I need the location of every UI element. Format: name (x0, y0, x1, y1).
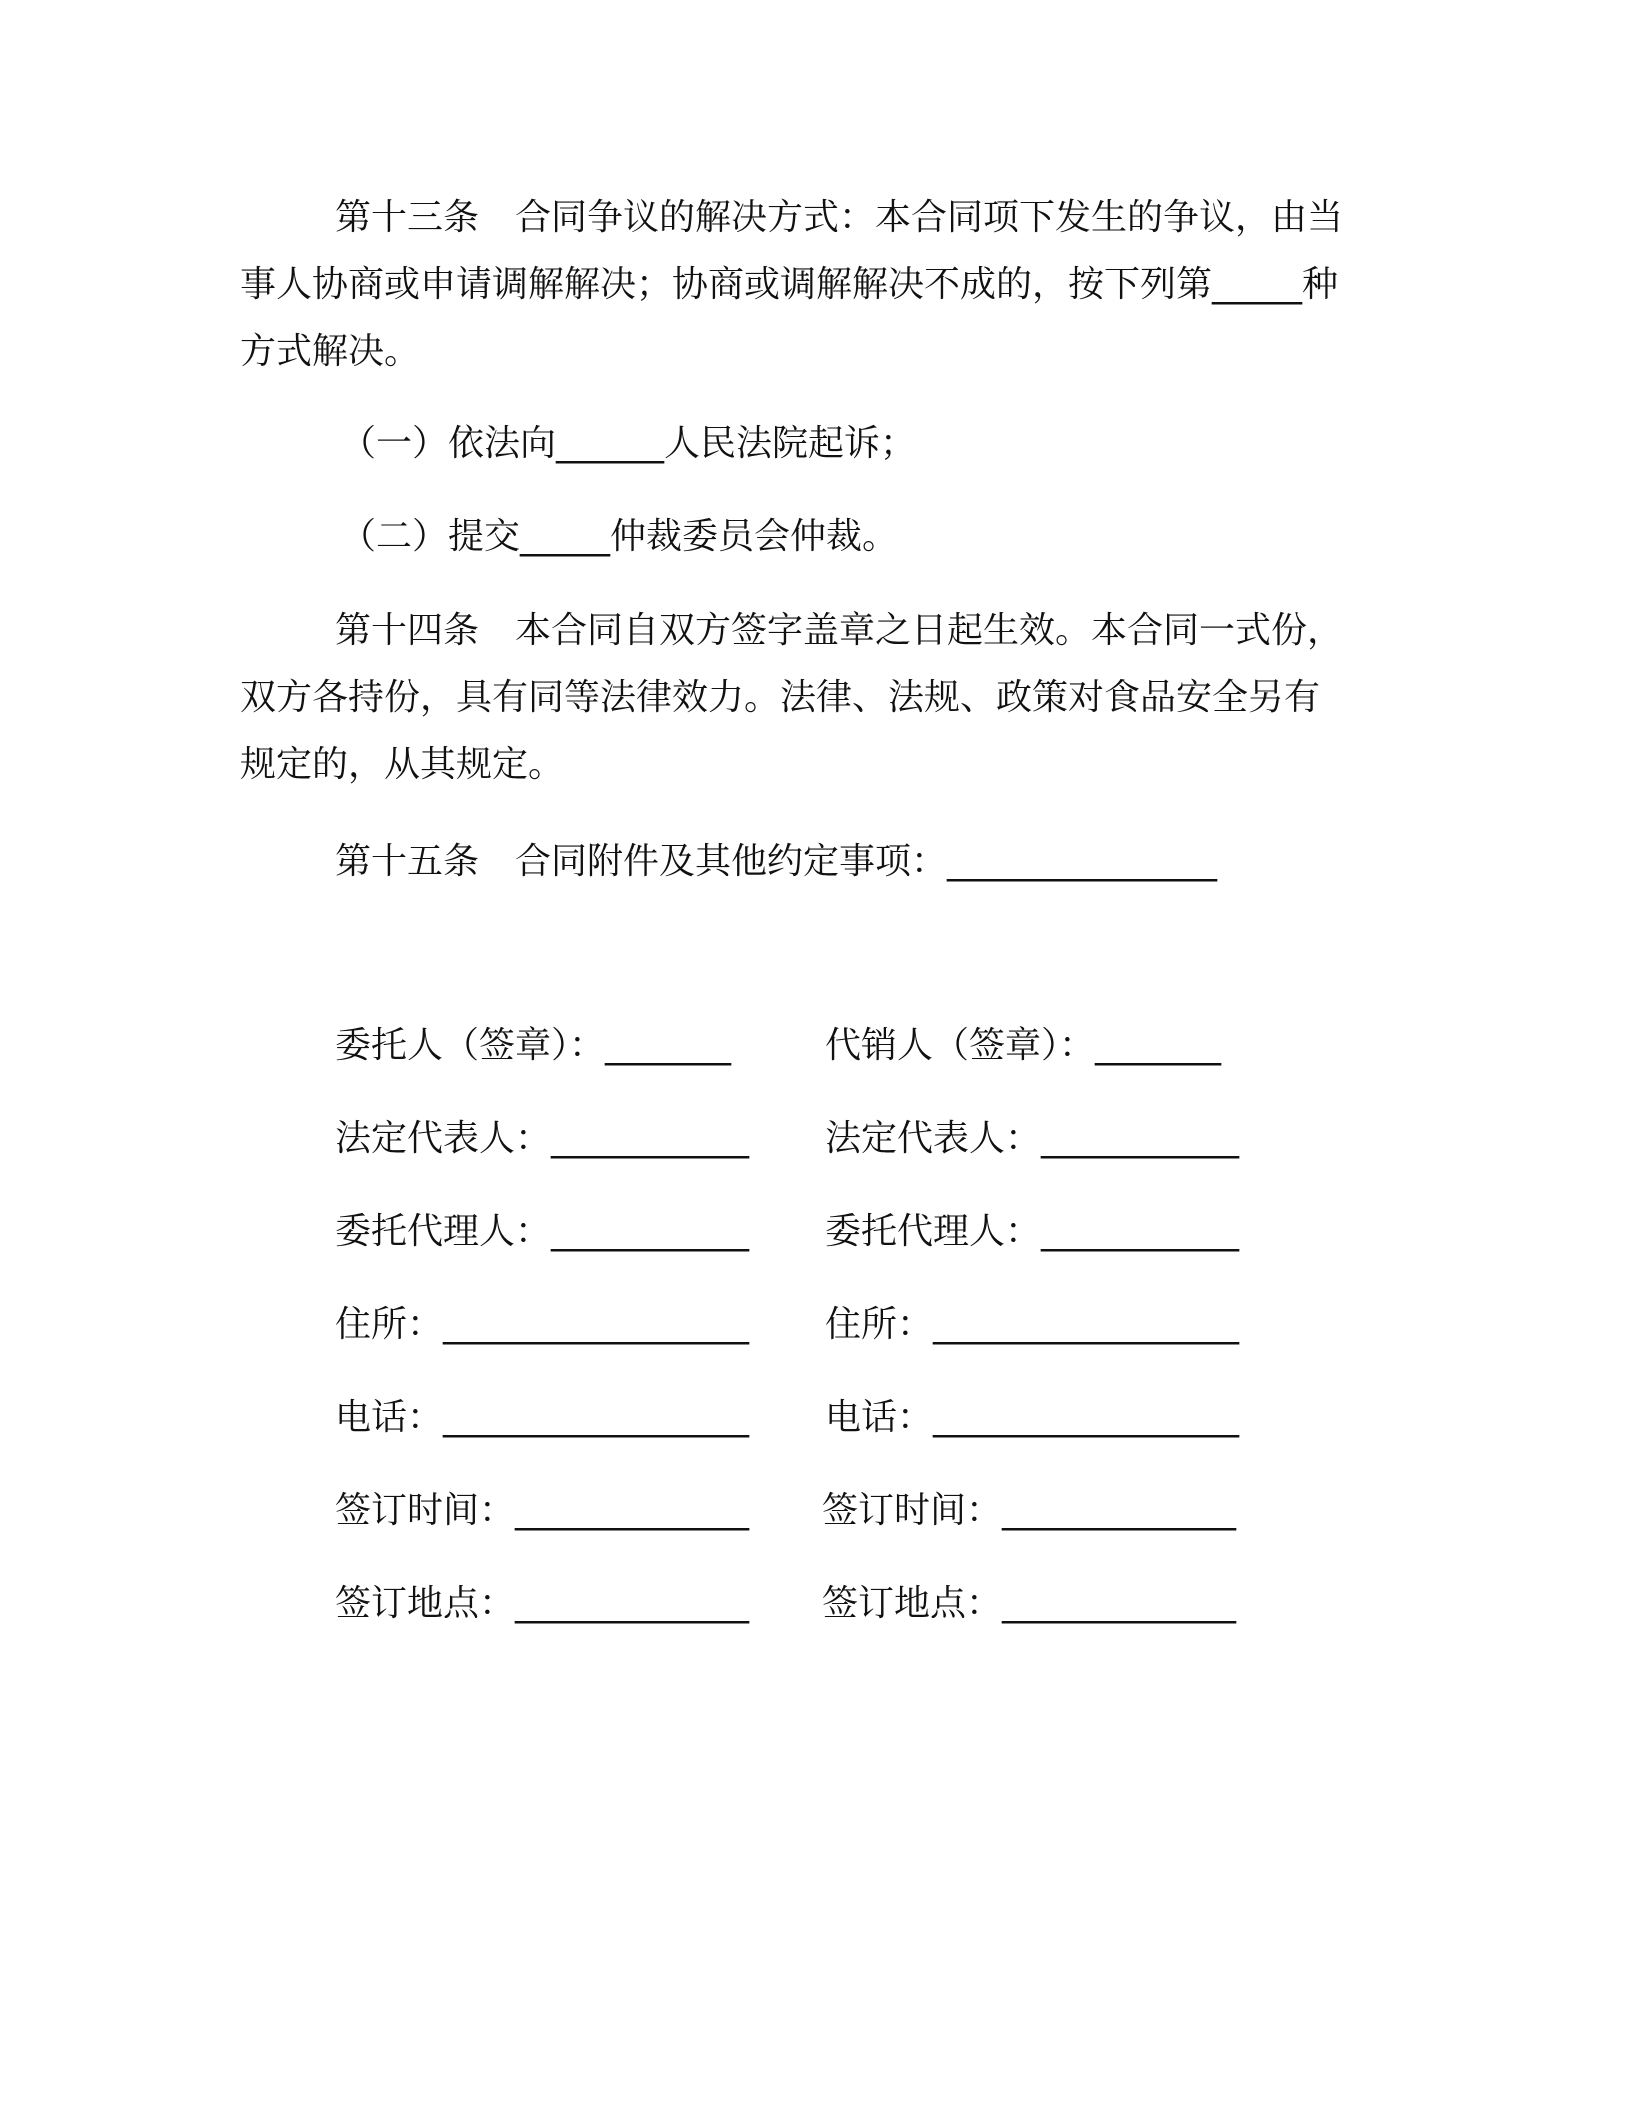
principal-signing-time-field: 签订时间：_____________ (335, 1490, 750, 1531)
article-14-line-3: 规定的，从其规定。 (240, 744, 565, 785)
agent-seal-field: 代销人（签章）：_______ (825, 1025, 1222, 1066)
principal-seal-field: 委托人（签章）：_______ (335, 1025, 732, 1066)
agent-phone-field: 电话：_________________ (825, 1397, 1240, 1438)
article-14-line-2: 双方各持份，具有同等法律效力。法律、法规、政策对食品安全另有 (240, 677, 1321, 718)
agent-address-field: 住所：_________________ (825, 1304, 1240, 1345)
principal-signing-place-field: 签订地点：_____________ (335, 1583, 750, 1624)
agent-legal-rep-field: 法定代表人：___________ (825, 1118, 1240, 1159)
principal-proxy-field: 委托代理人：___________ (335, 1211, 750, 1252)
article-13-line-2: 事人协商或申请调解解决；协商或调解解决不成的，按下列第_____种 (240, 264, 1339, 305)
principal-phone-field: 电话：_________________ (335, 1397, 750, 1438)
article-13-option-1: （一）依法向______人民法院起诉； (340, 423, 917, 464)
agent-signing-place-field: 签订地点：_____________ (822, 1583, 1237, 1624)
agent-signing-time-field: 签订时间：_____________ (822, 1490, 1237, 1531)
article-13-line-1: 第十三条 合同争议的解决方式：本合同项下发生的争议，由当 (335, 197, 1344, 238)
principal-legal-rep-field: 法定代表人：___________ (335, 1118, 750, 1159)
article-13-option-2: （二）提交_____仲裁委员会仲裁。 (340, 516, 899, 557)
article-15-line-1: 第十五条 合同附件及其他约定事项：_______________ (335, 841, 1218, 882)
article-14-line-1: 第十四条 本合同自双方签字盖章之日起生效。本合同一式份， (335, 610, 1344, 651)
agent-proxy-field: 委托代理人：___________ (825, 1211, 1240, 1252)
principal-address-field: 住所：_________________ (335, 1304, 750, 1345)
article-13-line-3: 方式解决。 (240, 331, 421, 372)
